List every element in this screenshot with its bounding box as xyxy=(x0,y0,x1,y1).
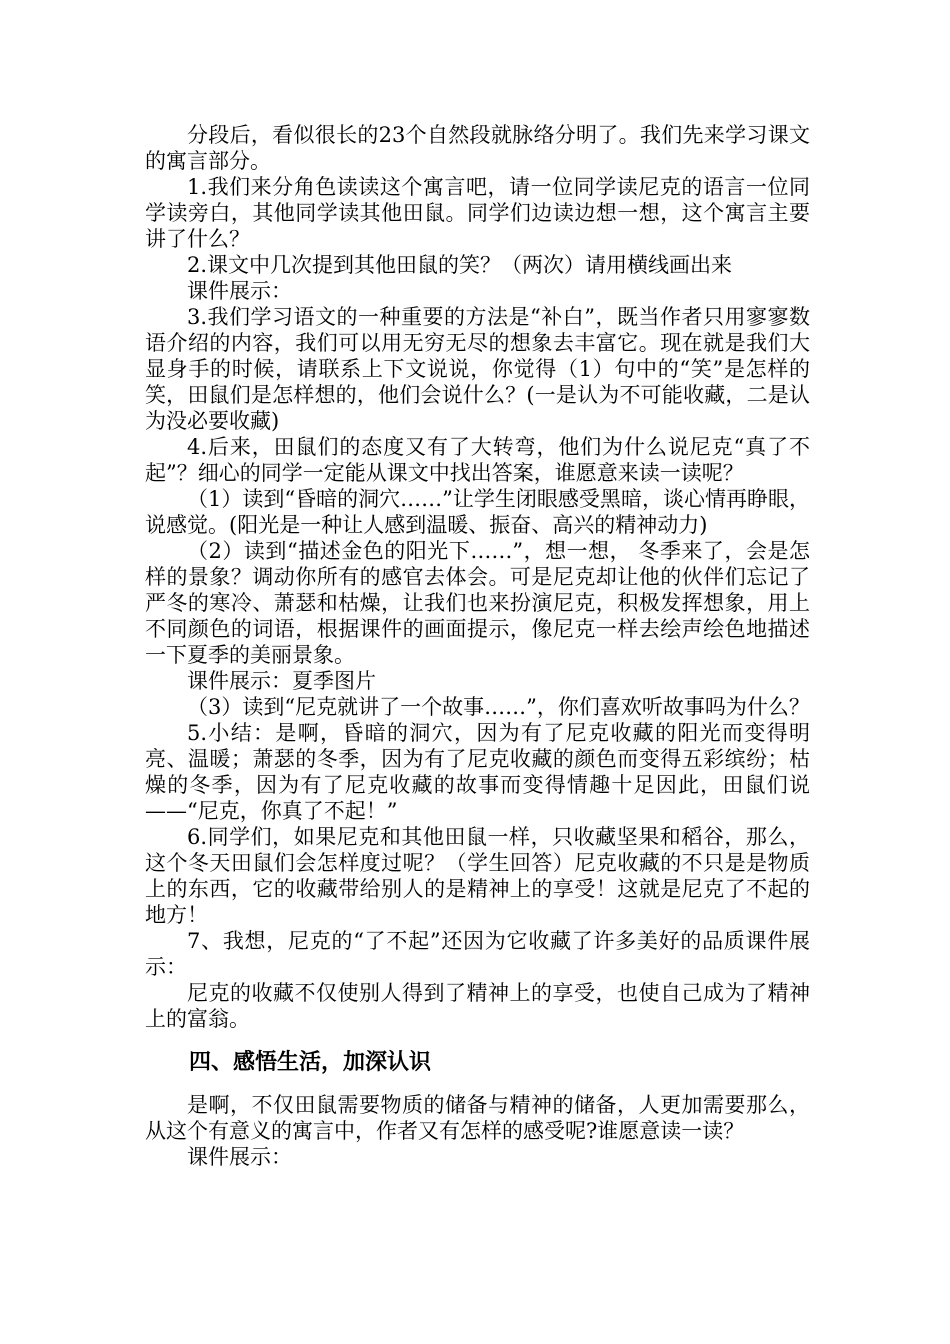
paragraph-step-3: 3.我们学习语文的一种重要的方法是“补白”，既当作者只用寥寥数语介绍的内容，我们可以用无穷无尽的想象去丰富它。现在就是我们大显身手的时候，请联系上下文说说，你觉得（1）句中的“笑”是怎样的笑，田鼠们是怎样想的，他们会说什么？(一是认为不可能收藏，二是认为没必要收藏) xyxy=(145,305,810,433)
paragraph-slide-note-2: 课件展示：夏季图片 xyxy=(187,669,376,693)
paragraph-step-4-1: （1）读到“昏暗的洞穴……”让学生闭眼感受黑暗，谈心情再睁眼，说感觉。(阳光是一种让人感到温暖、振奋、高兴的精神动力) xyxy=(145,487,810,537)
paragraph-intro: 分段后，看似很长的23个自然段就脉络分明了。我们先来学习课文的寓言部分。 xyxy=(145,123,810,173)
paragraph-closing: 是啊，不仅田鼠需要物质的储备与精神的储备，人更加需要那么，从这个有意义的寓言中，作者又有怎样的感受呢?谁愿意读一读？ xyxy=(145,1093,810,1143)
paragraph-step-2: 2.课文中几次提到其他田鼠的笑？（两次）请用横线画出来 xyxy=(187,253,733,277)
paragraph-step-4: 4.后来，田鼠们的态度又有了大转弯，他们为什么说尼克“真了不起”？细心的同学一定能从课文中找出答案，谁愿意来读一读呢？ xyxy=(145,435,810,485)
paragraph-step-5-summary: 5.小结：是啊，昏暗的洞穴，因为有了尼克收藏的阳光而变得明亮、温暖；萧瑟的冬季，因为有了尼克收藏的颜色而变得五彩缤纷；枯燥的冬季，因为有了尼克收藏的故事而变得情趣十足因此，田鼠们说——“尼克，你真了不起！” xyxy=(145,721,810,823)
paragraph-conclusion: 尼克的收藏不仅使别人得到了精神上的享受，也使自己成为了精神上的富翁。 xyxy=(145,981,810,1031)
paragraph-step-1: 1.我们来分角色读读这个寓言吧，请一位同学读尼克的语言一位同学读旁白，其他同学读其他田鼠。同学们边读边想一想，这个寓言主要讲了什么？ xyxy=(145,175,810,251)
section-heading: 四、感悟生活，加深认识 xyxy=(189,1050,432,1075)
document-page xyxy=(145,122,810,1170)
paragraph-step-7: 7、我想，尼克的“了不起”还因为它收藏了许多美好的品质课件展示： xyxy=(145,929,810,979)
paragraph-step-4-2: （2）读到“描述金色的阳光下……”，想一想， 冬季来了，会是怎样的景象？调动你所有的感官去体会。可是尼克却让他的伙伴们忘记了严冬的寒冷、萧瑟和枯燥，让我们也来扮演尼克，积极发挥想象，用上不同颜色的词语，根据课件的画面提示，像尼克一样去绘声绘色地描述一下夏季的美丽景象。 xyxy=(145,539,810,667)
paragraph-step-6: 6.同学们，如果尼克和其他田鼠一样，只收藏坚果和稻谷，那么，这个冬天田鼠们会怎样度过呢？（学生回答）尼克收藏的不只是是物质上的东西，它的收藏带给别人的是精神上的享受！这就是尼克了不起的地方！ xyxy=(145,825,810,927)
paragraph-slide-note-final: 课件展示： xyxy=(187,1145,292,1169)
paragraph-slide-note-1: 课件展示： xyxy=(187,279,292,303)
paragraph-step-4-3: （3）读到“尼克就讲了一个故事……”，你们喜欢听故事吗为什么？ xyxy=(187,695,810,719)
